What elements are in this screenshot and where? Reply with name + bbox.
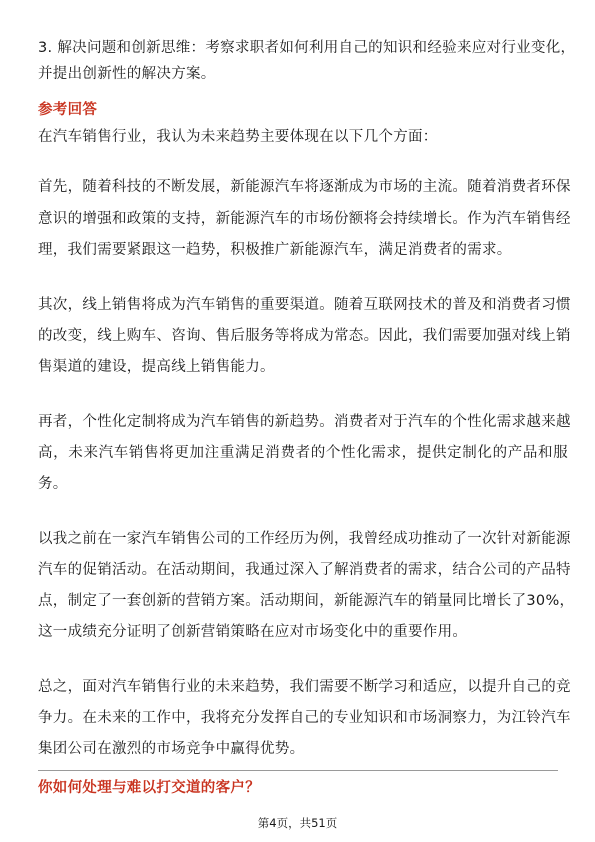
page-number: 第4页，共51页 — [257, 816, 338, 830]
paragraph-line: 意识的增强和政策的支持，新能源汽车的市场份额将会持续增长。作为汽车销售经 — [38, 211, 571, 227]
paragraph-line: 集团公司在激烈的市场竞争中赢得优势。 — [38, 741, 305, 757]
answer-heading: 参考回答 — [38, 102, 98, 118]
paragraph-line: 售渠道的建设，提高线上销售能力。 — [38, 359, 275, 375]
paragraph-line: 理，我们需要紧跟这一趋势，积极推广新能源汽车，满足消费者的需求。 — [38, 242, 512, 258]
paragraph-line: 其次，线上销售将成为汽车销售的重要渠道。随着互联网技术的普及和消费者习惯 — [38, 297, 571, 313]
paragraph-line: 在汽车销售行业，我认为未来趋势主要体现在以下几个方面： — [38, 129, 438, 145]
paragraph-line: 再者，个性化定制将成为汽车销售的新趋势。消费者对于汽车的个性化需求越来越 — [38, 414, 571, 430]
paragraph-line: 点，制定了一套创新的营销方案。活动期间，新能源汽车的销量同比增长了30%， — [38, 593, 575, 609]
next-question-heading: 你如何处理与难以打交道的客户？ — [38, 780, 260, 796]
paragraph-line: 首先，随着科技的不断发展，新能源汽车将逐渐成为市场的主流。随着消费者环保 — [38, 179, 571, 195]
paragraph-line: 务。 — [38, 476, 68, 492]
question-item-line: 并提出创新性的解决方案。 — [38, 66, 216, 82]
question-item-line: 3. 解决问题和创新思维：考察求职者如何利用自己的知识和经验来应对行业变化， — [38, 40, 576, 56]
paragraph-line: 汽车的促销活动。在活动期间，我通过深入了解消费者的需求，结合公司的产品特 — [38, 562, 571, 578]
paragraph-line: 这一成绩充分证明了创新营销策略在应对市场变化中的重要作用。 — [38, 624, 468, 640]
section-divider — [38, 770, 558, 771]
paragraph-line: 的改变，线上购车、咨询、售后服务等将成为常态。因此，我们需要加强对线上销 — [38, 328, 571, 344]
paragraph-line: 争力。在未来的工作中，我将充分发挥自己的专业知识和市场洞察力，为江铃汽车 — [38, 710, 571, 726]
paragraph-line: 以我之前在一家汽车销售公司的工作经历为例，我曾经成功推动了一次针对新能源 — [38, 531, 571, 547]
paragraph-line: 总之，面对汽车销售行业的未来趋势，我们需要不断学习和适应，以提升自己的竞 — [38, 679, 571, 695]
paragraph-line: 高，未来汽车销售将更加注重满足消费者的个性化需求，提供定制化的产品和服 — [38, 445, 568, 461]
